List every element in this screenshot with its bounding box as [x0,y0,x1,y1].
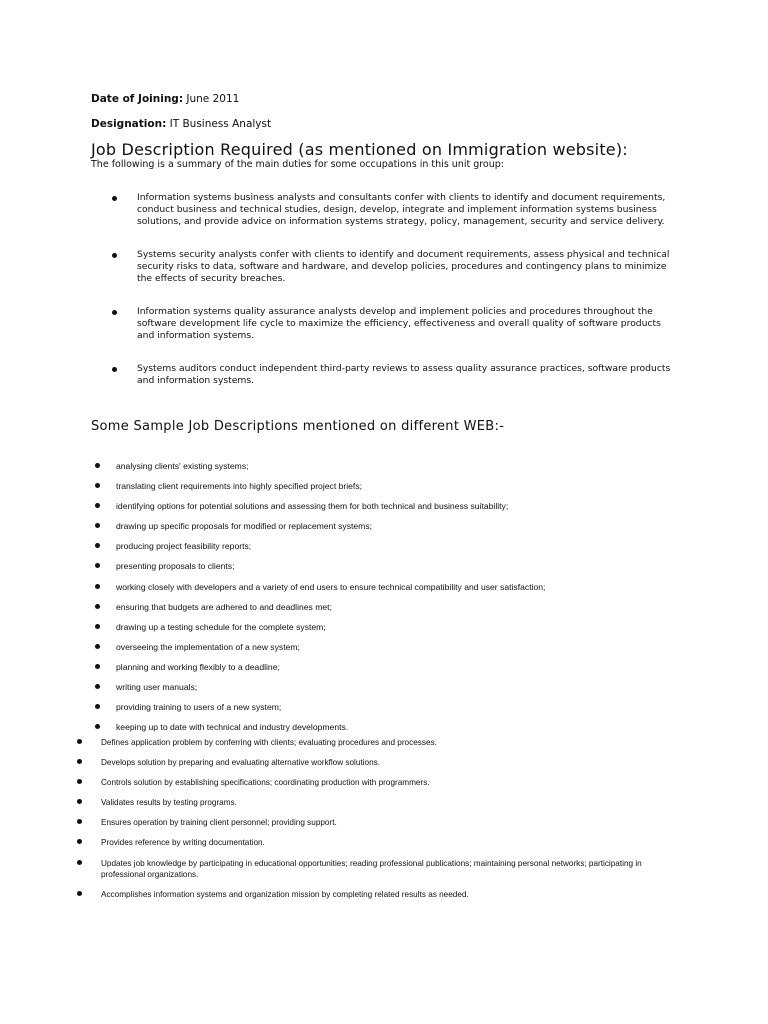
list-item-text: Controls solution by establishing specifications; coordinating production with programmers. [101,778,430,788]
web-heading: Some Sample Job Descriptions mentioned on different WEB:- [91,419,505,434]
list-item-text: Defines application problem by conferring with clients; evaluating procedures and processes. [101,738,437,747]
list-item-text: presenting proposals to clients; [116,561,235,572]
list-item-text: Systems security analysts confer with clients to identify and document requirements, assess physical and technical security risks to data, software and hardware, and develop policies, procedures and contingency plans to minimize the effects of security breaches. [137,249,670,284]
bullet-icon [95,543,100,548]
bullet-icon [77,779,82,784]
bullet-icon [95,624,100,629]
list-item-text: keeping up to date with technical and industry developments. [116,722,349,733]
list-item [95,681,655,701]
list-item [112,192,672,228]
list-item [95,460,655,480]
bullet-icon [95,684,100,689]
intro-text: The following is a summary of the main duties for some occupations in this unit group: [91,159,504,170]
list-item [77,777,687,797]
date-of-joining [91,93,239,105]
analyst-duties-list [77,737,687,909]
list-item-text: working closely with developers and a variety of end users to ensure technical compatibility and user satisfaction; [116,581,546,592]
date-of-joining-value: June 2011 [186,93,240,105]
list-item [95,701,655,721]
list-item-text: Systems auditors conduct independent third-party reviews to assess quality assurance practices, software products and information systems. [137,363,671,386]
bullet-icon [95,704,100,709]
bullet-icon [95,463,100,468]
list-item-text: Develops solution by preparing and evaluating alternative workflow solutions. [101,758,380,768]
web-duties-list [95,460,655,741]
list-item [95,480,655,500]
list-item [95,500,655,520]
list-item [77,797,687,817]
list-item [112,306,672,342]
list-item-text: planning and working flexibly to a deadline; [116,661,280,672]
list-item [95,621,655,641]
bullet-icon [95,664,100,669]
list-item [112,363,672,387]
list-item [77,737,687,757]
list-item-text: drawing up a testing schedule for the complete system; [116,621,326,632]
list-item [95,560,655,580]
bullet-icon [95,563,100,568]
bullet-icon [95,724,100,729]
list-item [77,837,687,857]
bullet-icon [112,367,117,372]
list-item-text: Information systems business analysts and consultants confer with clients to identify and document requirements, conduct business and technical studies, design, develop, integrate and implement information systems business solutions, and provide advice on information systems strategy, policy, management, security and service delivery. [137,192,666,227]
bullet-icon [112,310,117,315]
list-item-text: Accomplishes information systems and organization mission by completing related results as needed. [101,889,469,899]
list-item-text: drawing up specific proposals for modified or replacement systems; [116,521,373,532]
bullet-icon [77,739,82,744]
bullet-icon [95,503,100,508]
list-item-text: producing project feasibility reports; [116,541,252,552]
list-item-text: Ensures operation by training client personnel; providing support. [101,818,337,828]
list-item [95,520,655,540]
list-item [95,641,655,661]
list-item [77,889,687,909]
list-item-text: providing training to users of a new system; [116,702,282,713]
immigration-duties-list [112,192,672,408]
list-item-text: Information systems quality assurance analysts develop and implement policies and procedures throughout the software development life cycle to maximize the efficiency, effectiveness and overall quality of software products and information systems. [137,306,661,341]
bullet-icon [77,860,82,865]
list-item-text: translating client requirements into highly specified project briefs; [116,481,363,492]
list-item-text: analysing clients' existing systems; [116,461,249,471]
list-item [95,581,655,601]
bullet-icon [77,759,82,764]
bullet-icon [77,799,82,804]
bullet-icon [95,523,100,528]
immigration-heading: Job Description Required (as mentioned on Immigration website): [91,140,628,159]
date-of-joining-label: Date of Joining: [91,93,184,105]
designation [91,118,271,130]
list-item-text: writing user manuals; [116,682,198,693]
list-item [95,601,655,621]
bullet-icon [77,819,82,824]
designation-value: IT Business Analyst [169,118,272,130]
bullet-icon [77,891,82,896]
bullet-icon [112,253,117,258]
list-item-text: identifying options for potential solutions and assessing them for both technical and business suitability; [116,501,509,512]
list-item [95,540,655,560]
list-item [77,858,687,889]
list-item [112,249,672,285]
bullet-icon [77,839,82,844]
list-item [77,757,687,777]
list-item-text: Provides reference by writing documentation. [101,838,265,848]
bullet-icon [95,483,100,488]
bullet-icon [95,584,100,589]
bullet-icon [95,604,100,609]
list-item-text: Validates results by testing programs. [101,798,237,808]
bullet-icon [112,196,117,201]
list-item [95,661,655,681]
list-item-text: Updates job knowledge by participating in educational opportunities; reading professional publications; maintaining personal networks; participating in professional organizations. [101,858,642,879]
list-item-text: ensuring that budgets are adhered to and deadlines met; [116,601,332,612]
list-item-text: overseeing the implementation of a new system; [116,641,300,652]
designation-label: Designation: [91,118,167,130]
bullet-icon [95,644,100,649]
list-item [77,817,687,837]
